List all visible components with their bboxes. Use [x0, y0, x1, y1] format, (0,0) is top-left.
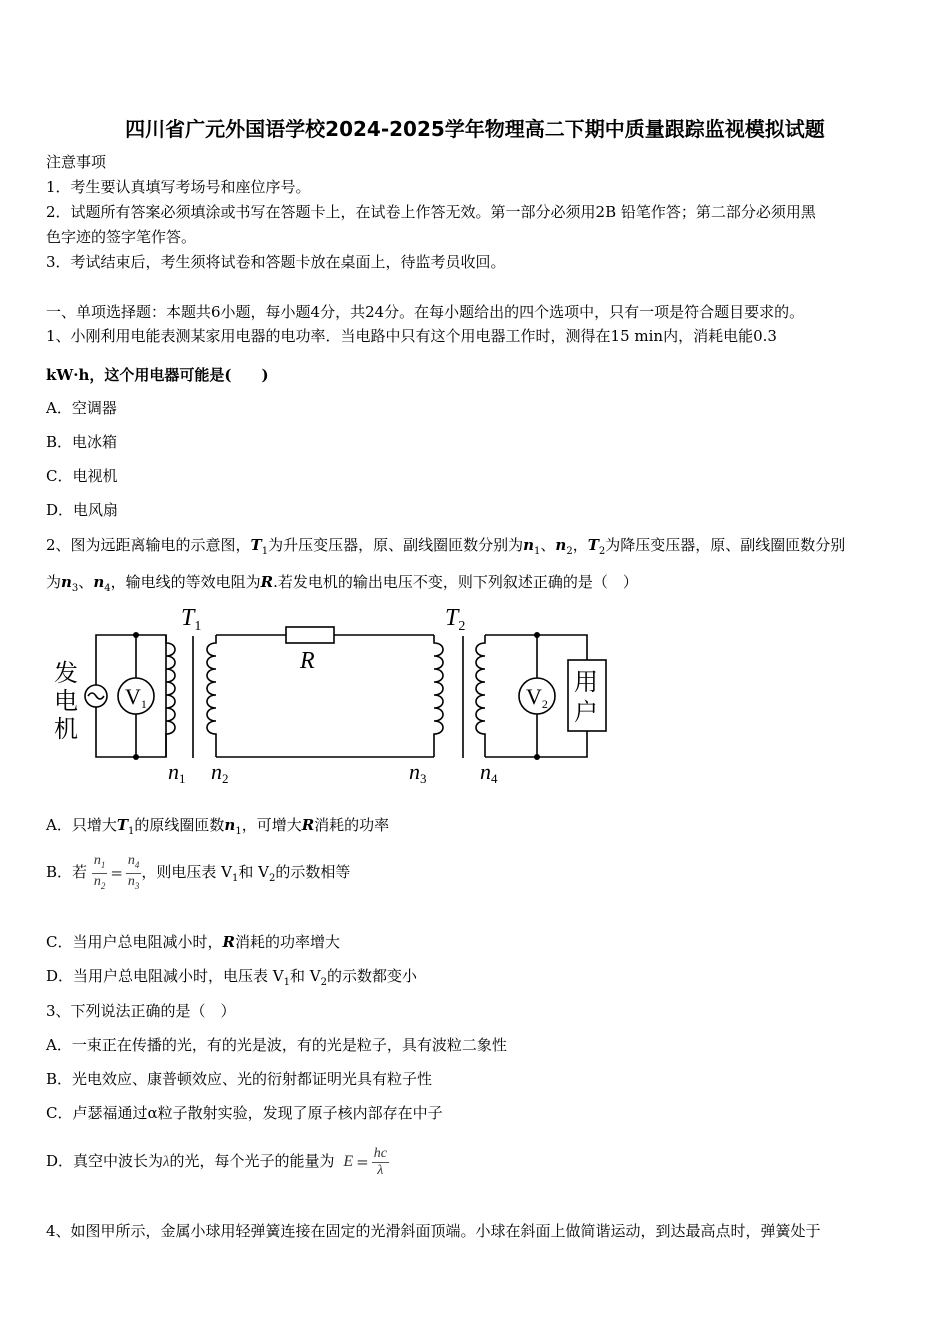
q3-stem: 3、下列说法正确的是（ ）: [46, 1002, 236, 1020]
t2-secondary-coil: [476, 635, 485, 757]
label-generator: 电: [54, 689, 78, 715]
q1-option-c: C．电视机: [46, 467, 118, 485]
q2-stem-cont: 为$n_3$、$n_4$，输电线的等效电阻为R.若发电机的输出电压不变，则下列叙述正确的是（ ）: [46, 573, 638, 594]
section-heading: 一、单项选择题：本题共6小题，每小题4分，共24分。在每小题给出的四个选项中，只有一项是符合题目要求的。: [46, 303, 805, 321]
notice-item: 1．考生要认真填写考场号和座位序号。: [46, 178, 311, 196]
junction-dot: [534, 632, 540, 638]
q1-option-b: B．电冰箱: [46, 433, 118, 451]
q1-stem-cont: kW·h，这个用电器可能是( ): [46, 366, 269, 384]
label-n4: n4: [480, 759, 498, 786]
t1-primary-coil: [166, 635, 175, 757]
junction-dot: [133, 754, 139, 760]
notice-item: 3．考试结束后，考生须将试卷和答题卡放在桌面上，待监考员收回。: [46, 253, 506, 271]
q2-option-d: D．当用户总电阻减小时，电压表 $V_1$和 $V_2$的示数都变小: [46, 967, 418, 988]
q3-option-c: C．卢瑟福通过α粒子散射实验，发现了原子核内部存在中子: [46, 1104, 443, 1122]
notice-heading: 注意事项: [46, 153, 107, 171]
label-t1: $T_1$: [181, 605, 202, 634]
label-r: R: [300, 648, 315, 674]
fraction-n1-n2: $\frac{n_1}{n_2}$: [93, 852, 106, 891]
fraction-n4-n3: $\frac{n_4}{n_3}$: [127, 852, 140, 891]
q3-option-a: A．一束正在传播的光，有的光是波，有的光是粒子，具有波粒二象性: [46, 1036, 507, 1054]
t2-primary-coil: [434, 635, 443, 757]
junction-dot: [534, 754, 540, 760]
label-v2: V2: [526, 684, 548, 711]
q3-option-b: B．光电效应、康普顿效应、光的衍射都证明光具有粒子性: [46, 1070, 433, 1088]
q2-option-c: C．当用户总电阻减小时，R消耗的功率增大: [46, 933, 340, 951]
resistor-r: [286, 627, 334, 643]
label-n2: n2: [211, 759, 229, 786]
t1-secondary-coil: [207, 635, 216, 757]
transmission-diagram: [40, 598, 620, 793]
notice-item: 2．试题所有答案必须填涂或书写在答题卡上，在试卷上作答无效。第一部分必须用2B 铅笔作答；第二部分必须用黑: [46, 203, 816, 221]
q1-option-a: A．空调器: [46, 399, 117, 417]
q1-option-d: D．电风扇: [46, 501, 119, 519]
q4-stem: 4、如图甲所示，金属小球用轻弹簧连接在固定的光滑斜面顶端。小球在斜面上做简谐运动，到达最高点时，弹簧处于: [46, 1222, 821, 1240]
q2-option-a: A．只增大$T_1$的原线圈匝数$n_1$，可增大R消耗的功率: [46, 816, 390, 837]
q1-stem: 1、小刚利用电能表测某家用电器的电功率．当电路中只有这个用电器工作时，测得在15 min内，消耗电能0.3: [46, 327, 777, 345]
label-user: 户: [574, 700, 598, 726]
label-n3: n3: [409, 759, 427, 786]
junction-dot: [133, 632, 139, 638]
label-v1: V1: [125, 684, 147, 711]
label-user: 用: [574, 670, 598, 696]
q2-stem: 2、图为远距离输电的示意图，$T_1$为升压变压器，原、副线圈匝数分别为$n_1$、$n_2$，$T_2$为降压变压器，原、副线圈匝数分别: [46, 536, 846, 557]
label-generator: 机: [54, 717, 78, 743]
page-title: 四川省广元外国语学校2024-2025学年物理高二下期中质量跟踪监视模拟试题: [125, 117, 825, 141]
q3-option-d: D．真空中波长为λ的光，每个光子的能量为 E = $\frac{hc}{\lambda}$: [46, 1145, 387, 1178]
fraction-hc-lambda: $\frac{hc}{\lambda}$: [373, 1145, 387, 1178]
label-n1: n1: [168, 759, 186, 786]
notice-item: 色字迹的签字笔作答。: [46, 228, 197, 246]
label-generator: 发: [54, 661, 78, 687]
label-t2: $T_2$: [445, 605, 466, 634]
q2-option-b: B．若 $\frac{n_1}{n_2}$ = $\frac{n_4}{n_3}$ ，则电压表 $V_1$和 $V_2$的示数相等: [46, 852, 350, 892]
